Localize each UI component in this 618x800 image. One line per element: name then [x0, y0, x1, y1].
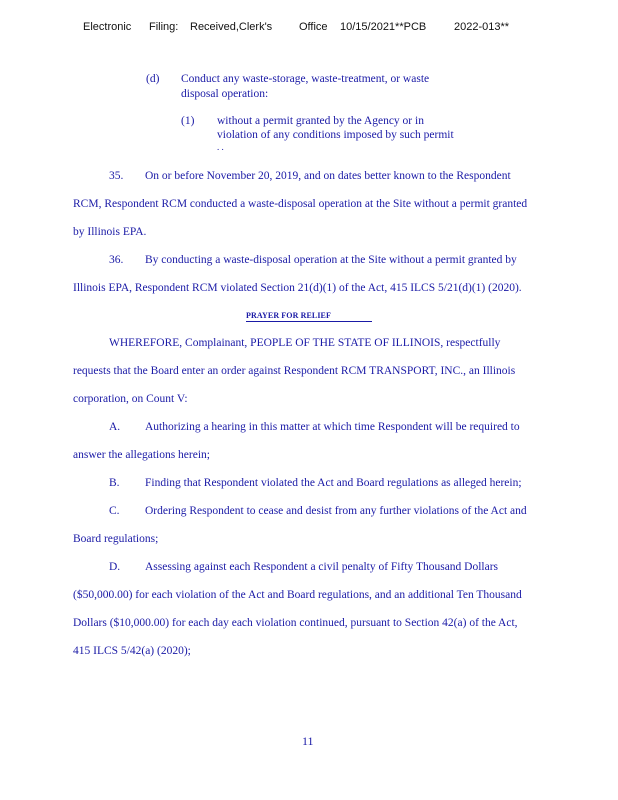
wherefore-line-1: WHEREFORE, Complainant, PEOPLE OF THE STATE OF ILLINOIS, respectfully: [109, 337, 501, 349]
relief-a-label: A.: [109, 421, 121, 433]
relief-d-line-2: ($50,000.00) for each violation of the Act and Board regulations, and an additional Ten Thousand: [73, 589, 522, 601]
relief-a-line-1: Authorizing a hearing in this matter at which time Respondent will be required to: [145, 421, 520, 433]
relief-d-label: D.: [109, 561, 121, 573]
item-d-line-1: Conduct any waste-storage, waste-treatment, or waste: [181, 73, 430, 85]
page-number: 11: [302, 734, 314, 748]
wherefore-line-2: requests that the Board enter an order against Respondent RCM TRANSPORT, INC., an Illinois: [73, 365, 516, 377]
prayer-for-relief-heading: PRAYER FOR RELIEF: [246, 311, 372, 322]
para-36-line-1: By conducting a waste-disposal operation at the Site without a permit granted by: [145, 254, 517, 266]
para-35-line-2: RCM, Respondent RCM conducted a waste-disposal operation at the Site without a permit granted: [73, 198, 528, 210]
para-35-line-1: On or before November 20, 2019, and on dates better known to the Respondent: [145, 170, 511, 182]
item-d1-line-1: without a permit granted by the Agency or in: [217, 115, 424, 127]
relief-c-line-1: Ordering Respondent to cease and desist from any further violations of the Act and: [145, 505, 527, 517]
relief-a-line-2: answer the allegations herein;: [73, 449, 210, 461]
item-d-line-2: disposal operation:: [181, 88, 269, 100]
relief-b-label: B.: [109, 477, 120, 489]
relief-b-line-1: Finding that Respondent violated the Act and Board regulations as alleged herein;: [145, 477, 522, 489]
header-received: Received,Clerk's: [190, 21, 273, 33]
header-date-code: 10/15/2021**PCB: [340, 21, 427, 33]
header-office: Office: [299, 21, 328, 33]
para-35-line-3: by Illinois EPA.: [73, 226, 147, 238]
relief-d-line-1: Assessing against each Respondent a civil penalty of Fifty Thousand Dollars: [145, 561, 499, 573]
relief-c-label: C.: [109, 505, 120, 517]
para-36-number: 36.: [109, 254, 124, 266]
item-d1-label: (1): [181, 115, 195, 127]
header-filing: Filing:: [149, 21, 179, 33]
item-d-label: (d): [146, 73, 160, 85]
relief-c-line-2: Board regulations;: [73, 533, 159, 545]
para-36-line-2: Illinois EPA, Respondent RCM violated Section 21(d)(1) of the Act, 415 ILCS 5/21(d)(1) (2020).: [73, 282, 522, 294]
header-electronic: Electronic: [83, 21, 132, 33]
relief-d-line-3: Dollars ($10,000.00) for each day each violation continued, pursuant to Section 42(a) of the Act,: [73, 617, 518, 629]
wherefore-line-3: corporation, on Count V:: [73, 393, 188, 405]
para-35-number: 35.: [109, 170, 124, 182]
item-d1-line-3: . .: [217, 142, 224, 152]
relief-d-line-4: 415 ILCS 5/42(a) (2020);: [73, 645, 191, 657]
header-case-number: 2022-013**: [454, 21, 510, 33]
item-d1-line-2: violation of any conditions imposed by such permit: [217, 129, 454, 141]
